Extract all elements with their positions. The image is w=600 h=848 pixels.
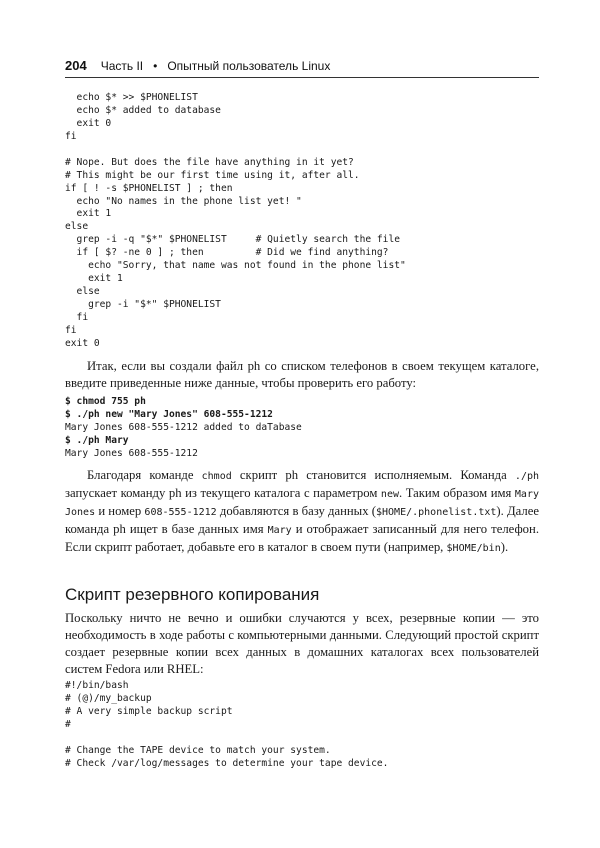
code-line: exit 1 xyxy=(65,208,112,220)
code-line: grep -i -q "$*" $PHONELIST # Quietly search the file xyxy=(65,234,401,246)
code-line: #!/bin/bash xyxy=(65,680,129,691)
code-line xyxy=(65,144,406,157)
inline-code: ./ph xyxy=(514,471,540,482)
code-line: if [ $? -ne 0 ] ; then # Did we find anything? xyxy=(65,247,389,259)
code-line xyxy=(65,732,388,745)
code-line: # (@)/my_backup xyxy=(65,692,152,704)
inline-code: chmod xyxy=(201,471,232,482)
inline-code: $HOME/.phonelist.txt xyxy=(375,507,497,519)
chapter-title: Опытный пользователь Linux xyxy=(167,59,331,73)
code-line-command: $ ./ph new "Mary Jones" 608-555-1212 xyxy=(65,408,273,420)
code-line: exit 1 xyxy=(65,273,123,285)
section-heading: Скрипт резервного копирования xyxy=(65,585,320,604)
code-line: exit 0 xyxy=(65,117,112,129)
page-number: 204 xyxy=(65,58,87,73)
code-block-backup xyxy=(65,680,388,771)
code-line: else xyxy=(65,221,89,233)
header-bullet: • xyxy=(153,59,158,73)
code-line: # A very simple backup script xyxy=(65,705,233,717)
code-line: grep -i "$*" $PHONELIST xyxy=(65,299,221,310)
paragraph-explanation: Благодаря команде chmod скрипт ph становится исполняемым. Команда ./ph запускает команду ph из текущего каталога с параметром new. Таким образом имя Mary Jones и номер 608-555-1212 добавляются в базу данных ($HOME/.phonelist.txt). Далее команда ph ищет в базе данных имя Mary и отображает записанный для него телефон. Если скрипт работает, добавьте его в каталог в своем пути (например, $HOME/bin). xyxy=(65,468,540,555)
code-line-command: $ ./ph Mary xyxy=(65,434,129,446)
code-line: echo "Sorry, that name was not found in the phone list" xyxy=(65,260,406,272)
code-line-output: Mary Jones 608-555-1212 added to daTabase xyxy=(65,421,302,433)
code-block-phonelist xyxy=(65,92,406,351)
code-line: # This might be our first time using it, after all. xyxy=(65,169,360,181)
running-header xyxy=(65,58,539,73)
header-rule xyxy=(65,77,539,78)
code-line: fi xyxy=(65,130,77,142)
code-line: if [ ! -s $PHONELIST ] ; then xyxy=(65,182,233,194)
paragraph-run-script: Итак, если вы создали файл ph со списком телефонов в своем текущем каталоге, введите приведенные ниже данные, чтобы проверить его работу: xyxy=(65,359,539,391)
code-line: else xyxy=(65,286,100,298)
paragraph-backup-intro: Поскольку ничто не вечно и ошибки случаются у всех, резервные копии — это необходимость в ходе работы с компьютерными данными. Следующий простой скрипт создает резервные копии всех данных в домашних каталогах всех пользователей систем Fedora или RHEL: xyxy=(65,611,539,677)
code-line: fi xyxy=(65,324,77,336)
part-label: Часть II xyxy=(100,59,144,73)
code-line: exit 0 xyxy=(65,337,100,349)
inline-code: $HOME/bin xyxy=(446,543,501,555)
code-line: # Change the TAPE device to match your system. xyxy=(65,744,331,756)
code-block-usage xyxy=(65,396,302,461)
inline-code: Mary Jones xyxy=(65,489,539,519)
inline-code: 608-555-1212 xyxy=(144,507,217,519)
code-line: echo $* added to database xyxy=(65,104,221,116)
inline-code: new xyxy=(380,489,399,501)
code-line: # xyxy=(65,718,71,730)
code-line: # Nope. But does the file have anything in it yet? xyxy=(65,156,354,168)
code-line-command: $ chmod 755 ph xyxy=(65,396,146,407)
code-line-output: Mary Jones 608-555-1212 xyxy=(65,447,198,459)
code-line: # Check /var/log/messages to determine your tape device. xyxy=(65,757,389,769)
code-line: echo "No names in the phone list yet! " xyxy=(65,195,302,207)
code-line: fi xyxy=(65,311,89,323)
code-line: echo $* >> $PHONELIST xyxy=(65,92,198,103)
inline-code: Mary xyxy=(267,525,292,537)
